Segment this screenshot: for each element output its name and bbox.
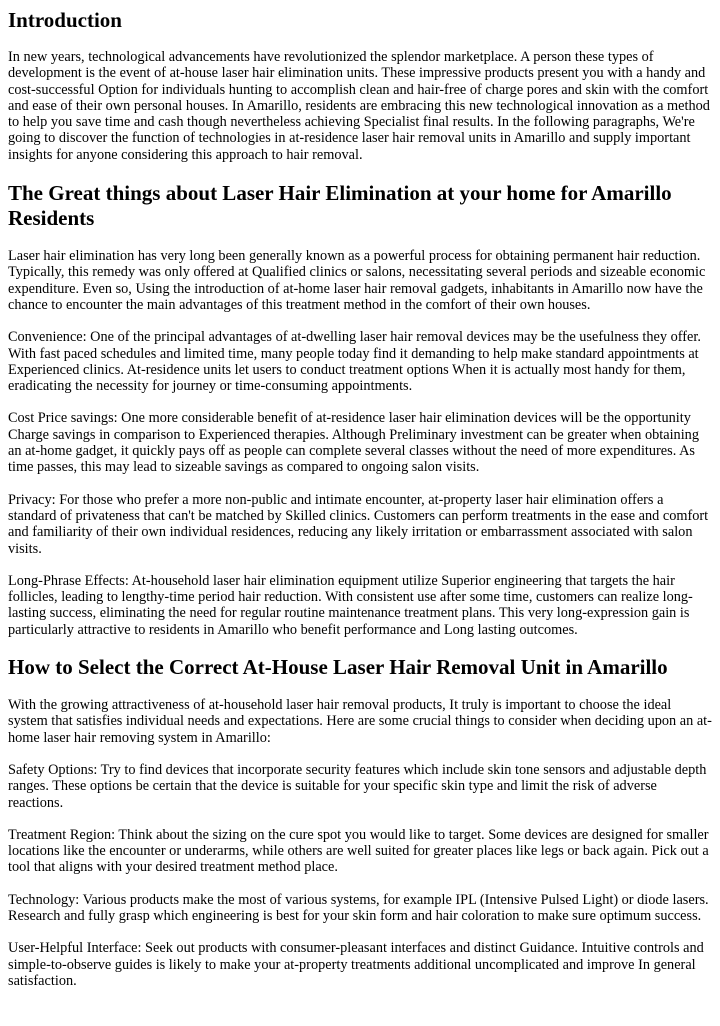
paragraph-user-interface: User-Helpful Interface: Seek out products with consumer-pleasant interfaces and distinct Guidance. Intuitive controls and simple-to-observe guides is likely to make your at-property treatments additional uncomplicated and improve In general satisfaction.: [8, 940, 704, 989]
paragraph-technology: Technology: Various products make the most of various systems, for example IPL (Intensive Pulsed Light) or diode lasers. Research and fully grasp which engineering is best for your skin form and hair coloration to make sure optimum success.: [8, 891, 709, 924]
heading-select-device: How to Select the Correct At-House Laser Hair Removal Unit in Amarillo: [8, 655, 668, 680]
paragraph-safety-options: Safety Options: Try to find devices that incorporate security features which include skin tone sensors and adjustable depth ranges. These options be certain that the device is suitable for your specific skin type and limit the risk of adverse reactions.: [8, 761, 707, 811]
heading-introduction: Introduction: [8, 8, 122, 32]
heading-benefits: The Great things about Laser Hair Elimination at your home for Amarillo Residents: [8, 181, 672, 231]
paragraph-introduction: In new years, technological advancements have revolutionized the splendor marketplace. A person these types of development is the event of at-house laser hair elimination units. These impressive products present you with a handy and cost-successful Option for individuals hunting to accomplish clean and hair-free of charge pores and skin with the comfort and ease of their own personal houses. In Amarillo, residents are embracing this new technological innovation as a method to help you save time and cash though nevertheless achieving Specialist final results. In the following paragraphs, We're going to discover the function of technologies in at-residence laser hair removal units in Amarillo and supply important insights for anyone considering this approach to hair removal.: [8, 49, 710, 163]
paragraph-select-overview: With the growing attractiveness of at-household laser hair removal products, It truly is important to choose the ideal system that satisfies individual needs and expectations. Here are some crucial things to consider when deciding upon an at-home laser hair removing system in Amarillo:: [8, 697, 712, 746]
article: [0, 8, 720, 989]
paragraph-long-term-effects: Long-Phrase Effects: At-household laser hair elimination equipment utilize Superior engineering that targets the hair follicles, leading to lengthy-time period hair reduction. With consistent use after some time, customers can realize long-lasting success, eliminating the need for regular routine maintenance treatment plans. This very long-expression gain is particularly attractive to residents in Amarillo who benefit performance and Long lasting outcomes.: [8, 572, 693, 638]
paragraph-convenience: Convenience: One of the principal advantages of at-dwelling laser hair removal devices may be the usefulness they offer. With fast paced schedules and limited time, many people today find it demanding to help make standard appointments at Experienced clinics. At-residence units let users to conduct treatment options When it is actually most handy for them, eradicating the necessity for journey or time-consuming appointments.: [8, 329, 701, 395]
paragraph-privacy: Privacy: For those who prefer a more non-public and intimate encounter, at-property laser hair elimination offers a standard of privateness that can't be matched by Skilled clinics. Customers can perform treatments in the ease and comfort and familiarity of their own individual residences, reducing any likely irritation or embarrassment associated with salon visits.: [8, 491, 709, 557]
paragraph-treatment-region: Treatment Region: Think about the sizing on the cure spot you would like to target. Some devices are designed for smaller locations like the encounter or underarms, while others are well suited for greater places like legs or back again. Pick out a tool that aligns with your desired treatment method place.: [8, 826, 709, 876]
paragraph-benefits-overview: Laser hair elimination has very long been generally known as a powerful process for obtaining permanent hair reduction. Typically, this remedy was only offered at Qualified clinics or salons, necessitating several periods and sizeable economic expenditure. Even so, Using the introduction of at-home laser hair removal gadgets, inhabitants in Amarillo now have the chance to encounter the main advantages of this treatment method in the comfort of their own houses.: [8, 248, 706, 313]
paragraph-cost-savings: Cost Price savings: One more considerable benefit of at-residence laser hair elimination devices will be the opportunity Charge savings in comparison to Experienced therapies. Although Preliminary investment can be greater when obtaining an at-home gadget, it quickly pays off as people can complete several classes without the need of more expenditures. As time passes, this may lead to sizeable savings as compared to ongoing salon visits.: [8, 410, 699, 476]
